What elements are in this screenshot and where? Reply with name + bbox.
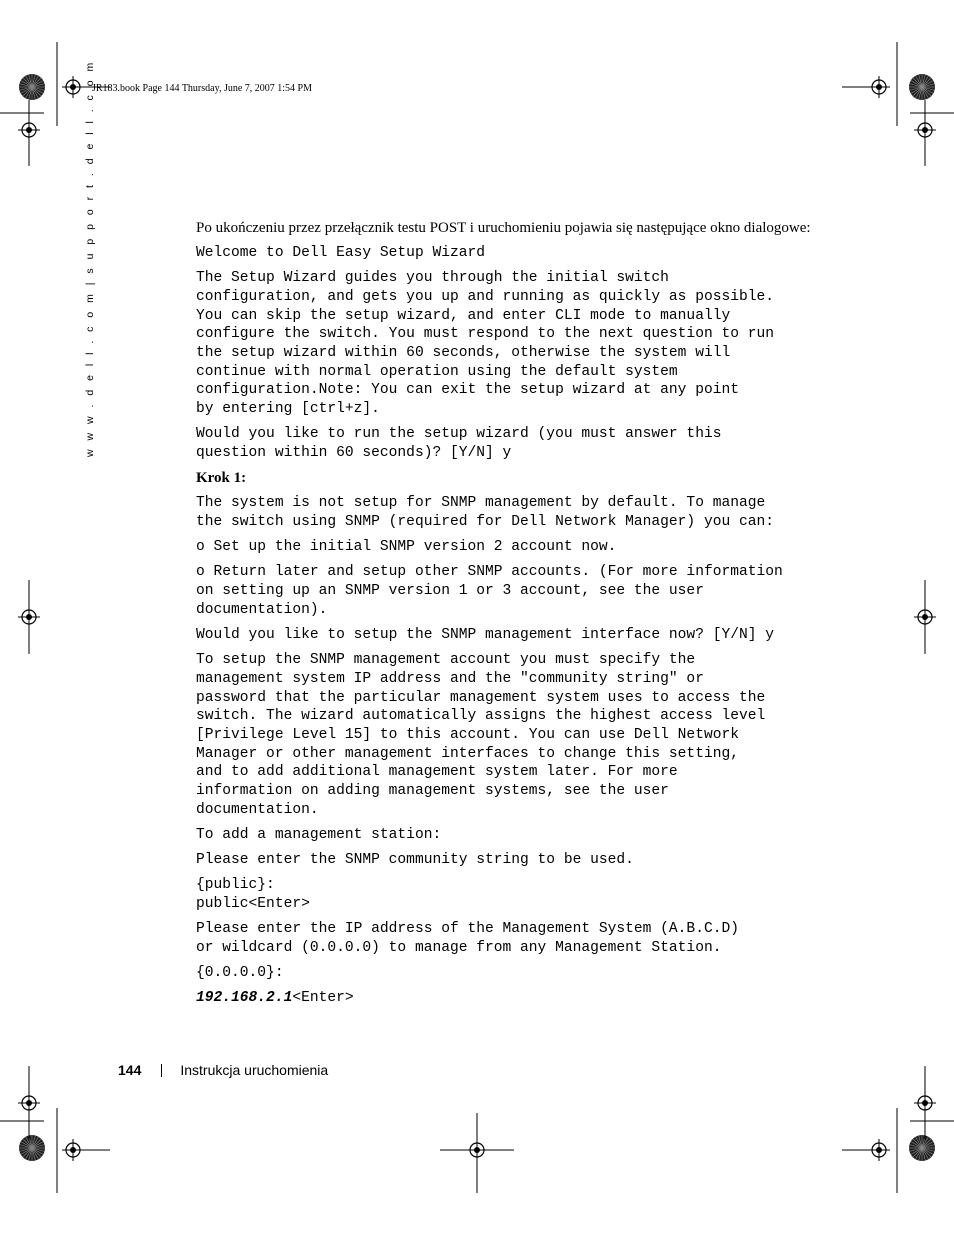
console-block: Please enter the IP address of the Management System (A.B.C.D) or wildcard (0.0.0.0) to manage from any Management Station. xyxy=(196,921,739,956)
page-footer xyxy=(118,1062,328,1078)
footer-separator xyxy=(161,1064,162,1077)
ip-entry-line xyxy=(196,989,836,1008)
enter-key-text: <Enter> xyxy=(292,990,354,1007)
ip-value: 192.168.2.1 xyxy=(196,990,293,1007)
console-block: To setup the SNMP management account you must specify the management system IP address and the "community string" or password that the particular management system uses to access the switch. The wizard automatically assigns the highest access level [Privilege Level 15] to this account. You can use Dell Network Manager or other management interfaces to change this setting, and to add additional management system later. For more information on adding management systems, see the user documentation. xyxy=(196,652,766,818)
console-block: o Set up the initial SNMP version 2 account now. xyxy=(196,539,617,556)
console-blocks-b xyxy=(196,494,836,983)
footer-title: Instrukcja uruchomienia xyxy=(180,1062,329,1078)
print-header-note: JR183.book Page 144 Thursday, June 7, 2007 1:54 PM xyxy=(92,83,312,94)
console-block: Would you like to setup the SNMP management interface now? [Y/N] y xyxy=(196,626,775,643)
console-block: Please enter the SNMP community string to be used. xyxy=(196,852,634,869)
console-block: To add a management station: xyxy=(196,826,442,843)
side-url-text: w w w . d e l l . c o m | s u p p o r t . d e l l . c o m xyxy=(84,59,96,457)
console-block: o Return later and setup other SNMP accounts. (For more information on setting up an SNMP version 1 or 3 account, see the user documentation). xyxy=(196,564,783,618)
page-content xyxy=(196,219,836,1015)
console-block: The system is not setup for SNMP management by default. To manage the switch using SNMP (required for Dell Network Manager) you can: xyxy=(196,495,775,530)
console-block: Would you like to run the setup wizard (you must answer this question within 60 seconds)? [Y/N] y xyxy=(196,426,722,462)
intro-paragraph: Po ukończeniu przez przełącznik testu POST i uruchomieniu pojawia się następujące okno dialogowe: xyxy=(196,220,811,236)
console-block: {0.0.0.0}: xyxy=(196,965,284,982)
console-blocks-a xyxy=(196,244,836,463)
console-block: {public}: public<Enter> xyxy=(196,877,310,913)
console-block: The Setup Wizard guides you through the initial switch configuration, and gets you up and running as quickly as possible. You can skip the setup wizard, and enter CLI mode to manually configure the switch. You must respond to the next question to run the setup wizard within 60 seconds, otherwise the system will continue with normal operation using the default system configuration.Note: You can exit the setup wizard at any point by entering [ctrl+z]. xyxy=(196,270,775,418)
console-block: Welcome to Dell Easy Setup Wizard xyxy=(196,245,486,261)
page-number: 144 xyxy=(118,1062,142,1078)
step-heading: Krok 1: xyxy=(196,470,247,487)
